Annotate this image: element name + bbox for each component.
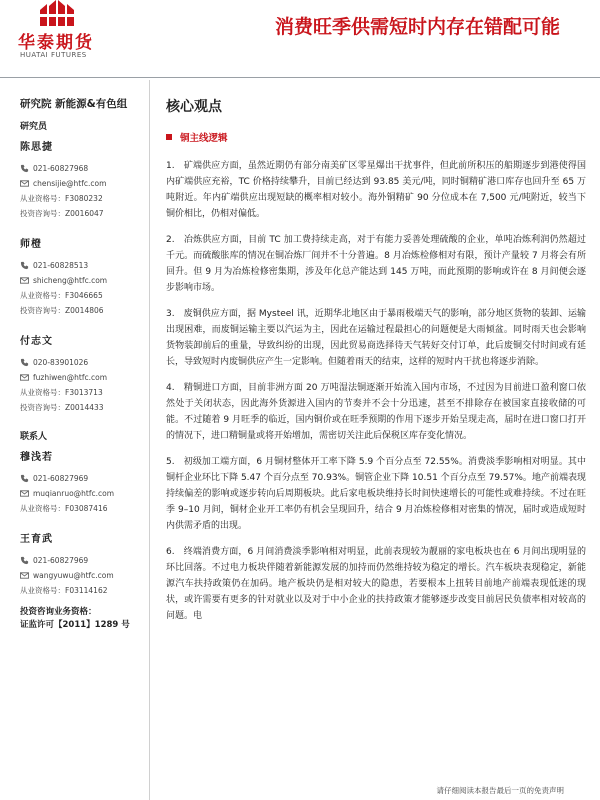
license-label: 从业资格号：	[20, 194, 65, 203]
advisor-number	[20, 206, 149, 221]
researcher-name: 付志文	[20, 336, 53, 347]
phone-number: 020-83901026	[33, 358, 89, 367]
researcher-card	[20, 332, 149, 425]
license-value: F03114162	[65, 586, 108, 595]
researcher-email[interactable]	[20, 176, 149, 191]
email-icon	[20, 571, 29, 580]
license-value: F3013713	[65, 388, 103, 397]
email-icon	[20, 276, 29, 285]
contact-phone	[20, 471, 149, 486]
page-header	[0, 0, 600, 80]
researchers-label: 研究员	[20, 122, 48, 132]
contact-name: 穆浅若	[20, 452, 53, 463]
researcher-phone	[20, 258, 149, 273]
report-title: 消费旺季供需短时内存在错配可能	[274, 16, 560, 38]
license-label: 从业资格号：	[20, 388, 65, 397]
logo-chinese-name: 华泰期货	[18, 33, 94, 53]
researcher-phone	[20, 355, 149, 370]
researcher-card	[20, 235, 149, 328]
paragraph: 3. 废铜供应方面，据 Mysteel 讯，近期华北地区由于暴雨极端天气的影响，部分地区货物的装卸、运输出现困难，而废铜运输主要以汽运为主，因此在运输过程最担心的问题便是大雨倾盆。同时雨天也会影响货物装卸前后的重量，导致纠纷的出现，因此贸易商选择待天气转好交付订单，此后废铜交付时间或有延长，导致短时内废铜供应产生一定影响。但随着雨天的结束，这样的短时内干扰也将逐步消除。	[166, 309, 586, 367]
sub-heading	[166, 130, 586, 144]
advisor-value: Z0014433	[65, 403, 104, 412]
phone-icon	[20, 164, 29, 173]
phone-icon	[20, 474, 29, 483]
advisor-value: Z0014806	[65, 306, 104, 315]
contact-email[interactable]	[20, 486, 149, 501]
contact-phone	[20, 553, 149, 568]
contact-email[interactable]	[20, 568, 149, 583]
phone-number: 021-60827969	[33, 474, 89, 483]
license-value: F03087416	[65, 504, 108, 513]
license-number	[20, 288, 149, 303]
email-address[interactable]: shicheng@htfc.com	[33, 276, 108, 285]
advisor-number	[20, 400, 149, 415]
contact-name: 王育武	[20, 534, 53, 545]
qualification-label: 投资咨询业务资格：	[20, 607, 97, 617]
logo-english-name: HUATAI FUTURES	[20, 51, 87, 59]
license-number	[20, 191, 149, 206]
researcher-name: 师橙	[20, 239, 42, 250]
license-value: F3080232	[65, 194, 103, 203]
license-label: 从业资格号：	[20, 504, 65, 513]
advisor-label: 投资咨询号：	[20, 209, 65, 218]
phone-icon	[20, 358, 29, 367]
phone-number: 021-60827968	[33, 164, 89, 173]
department-label: 研究院 新能源&有色组	[20, 98, 128, 110]
advisor-label: 投资咨询号：	[20, 403, 65, 412]
researcher-phone	[20, 161, 149, 176]
license-number	[20, 385, 149, 400]
advisor-number	[20, 303, 149, 318]
researcher-email[interactable]	[20, 370, 149, 385]
paragraph: 6. 终端消费方面，6 月间消费淡季影响相对明显，此前表现较为靓丽的家电板块也在 6 月间出现明显的环比回落。不过电力板块伴随着新能源发展的加持而仍然维持较为稳定的增长。汽车板块表现稳定，新能源汽车扶持政策仍在加码。地产板块仍是相对较大的隐患，若要根本上扭转目前地产前端表现低迷的现状，或许需要有更多的针对就业以及对于中小企业的扶持政策才能够逐步改变目前居民负债率相对较高的问题。电	[166, 547, 586, 621]
phone-number: 021-60827969	[33, 556, 89, 565]
square-bullet-icon	[166, 134, 172, 140]
email-address[interactable]: muqianruo@htfc.com	[33, 489, 115, 498]
email-address[interactable]: fuzhiwen@htfc.com	[33, 373, 108, 382]
researcher-card	[20, 138, 149, 231]
header-divider	[0, 77, 600, 78]
paragraph: 4. 精铜进口方面，目前非洲方面 20 万吨湿法铜逐渐开始流入国内市场，不过因为目前进口盈利窗口依然处于关闭状态，因此海外货源进入国内的节奏并不会十分迅速，甚至不排除存在被国家直接收储的可能。不过随着 9 月旺季的临近，国内铜价或在旺季预期的作用下逐步开始呈现走高，届时在进口窗口打开的情况下，进口精铜量或将开始增加，需密切关注此后保税区库存变化情况。	[166, 383, 586, 441]
phone-icon	[20, 556, 29, 565]
email-address[interactable]: wangyuwu@htfc.com	[33, 571, 114, 580]
phone-icon	[20, 261, 29, 270]
researcher-name: 陈思捷	[20, 142, 53, 153]
contacts-label: 联系人	[20, 432, 48, 442]
email-icon	[20, 179, 29, 188]
phone-number: 021-60828513	[33, 261, 89, 270]
contact-card	[20, 448, 149, 526]
email-address[interactable]: chensijie@htfc.com	[33, 179, 107, 188]
license-number	[20, 501, 149, 516]
qualification-license: 证监许可【2011】1289 号	[20, 620, 130, 630]
sub-heading-text: 铜主线逻辑	[180, 133, 228, 144]
section-title: 核心观点	[166, 99, 222, 115]
license-label: 从业资格号：	[20, 586, 65, 595]
author-sidebar	[0, 80, 150, 800]
email-icon	[20, 489, 29, 498]
report-body	[152, 80, 600, 800]
paragraph: 2. 冶炼供应方面，目前 TC 加工费持续走高，对于有能力妥善处理硫酸的企业，单吨冶炼利润仍然超过千元。而硫酸胀库的情况在铜冶炼厂间并不十分普遍。8 月冶炼检修相对有限，预计产量较 7 月将会有所回升。但 9 月为冶炼检修密集期，涉及年化总产能达到 145 万吨，而此预期的影响或许在 8 月间便会逐步影响市场。	[166, 235, 586, 293]
license-label: 从业资格号：	[20, 291, 65, 300]
advisor-value: Z0016047	[65, 209, 104, 218]
logo-mark-icon	[40, 0, 74, 26]
researcher-email[interactable]	[20, 273, 149, 288]
company-logo	[18, 0, 128, 70]
license-value: F3046665	[65, 291, 103, 300]
disclaimer-note: 请仔细阅读本报告最后一页的免责声明	[436, 786, 564, 795]
email-icon	[20, 373, 29, 382]
paragraph: 1. 矿端供应方面，虽然近期仍有部分南美矿区零星爆出干扰事件，但此前所积压的船期逐步到港使得国内矿端供应充裕，TC 价格持续攀升，目前已经达到 93.85 美元/吨，同时铜精矿港口库存也回升至 65 万吨附近。年内矿端供应出现短缺的概率相对较小。海外铜精矿 90 分位成本在 7,500 元/吨附近，较当下铜价相比，仍相对偏低。	[166, 161, 586, 219]
advisor-label: 投资咨询号：	[20, 306, 65, 315]
paragraph: 5. 初级加工端方面，6 月铜材整体开工率下降 5.9 个百分点至 72.55%。消费淡季影响相对明显。其中铜杆企业环比下降 5.47 个百分点至 70.93%。铜管企业下降 10.51 个百分点至 79.57%。地产前端表现持续偏差的影响或逐步转向后周期板块。此后家电板块维持长时间快速增长的可能性或难持续。不过在旺季 9–10 月间，铜材企业开工率仍有机会呈现回升，结合 9 月冶炼检修相对密集的情况，届时或造成短时内供需矛盾的出现。	[166, 457, 586, 531]
contact-card	[20, 530, 149, 598]
license-number	[20, 583, 149, 598]
